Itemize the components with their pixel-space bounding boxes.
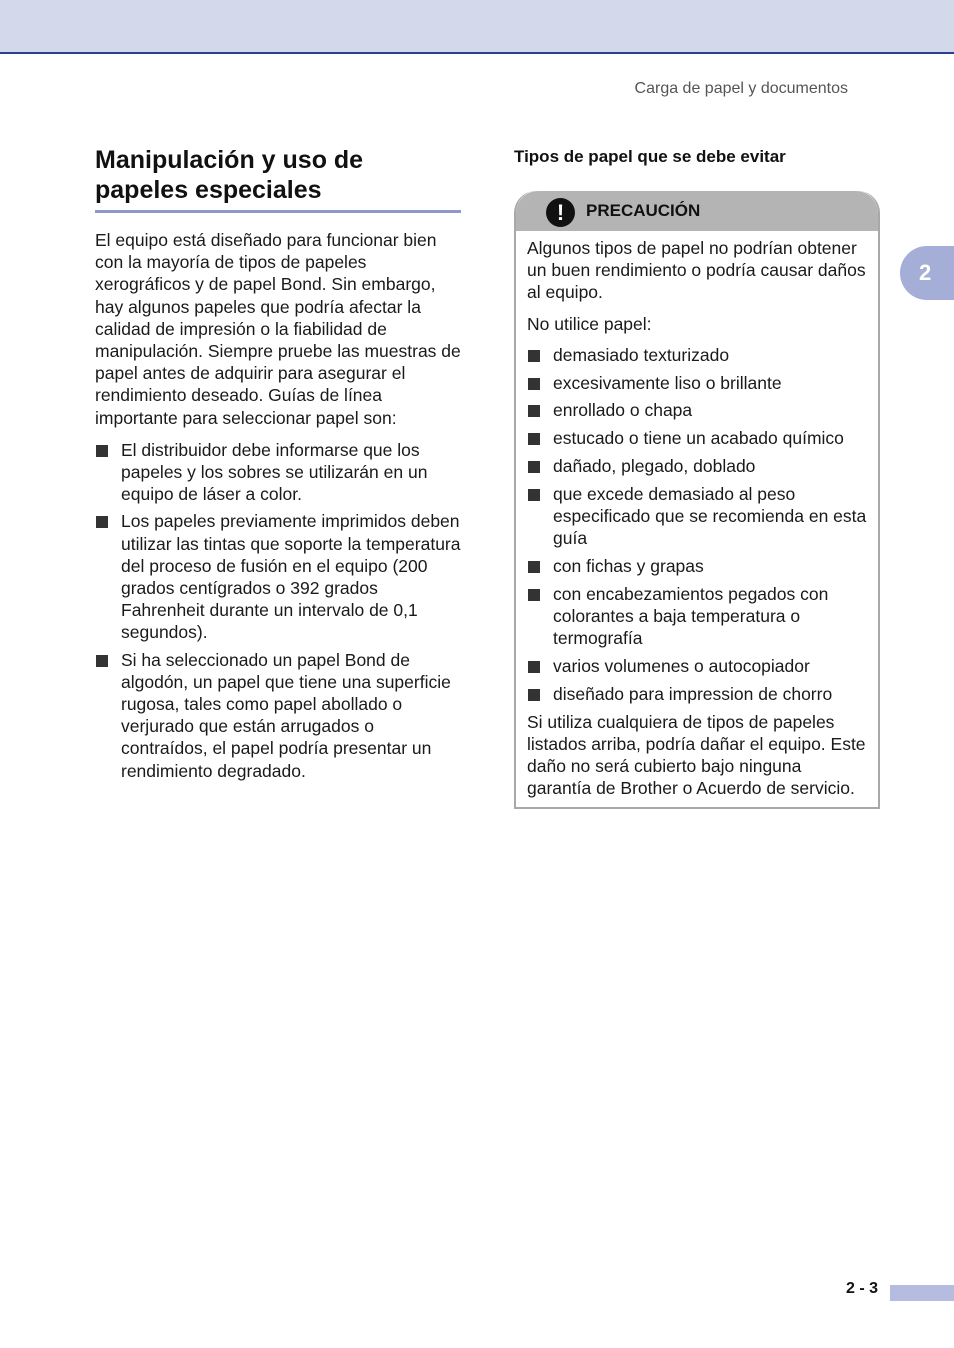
subheading: Tipos de papel que se debe evitar bbox=[514, 147, 786, 166]
bullet-square-icon bbox=[528, 405, 540, 417]
caution-lead: No utilice papel: bbox=[527, 313, 652, 334]
bullet-square-icon bbox=[528, 661, 540, 673]
bullet-square-icon bbox=[96, 445, 108, 457]
bullet-square-icon bbox=[528, 433, 540, 445]
list-item bbox=[527, 483, 868, 550]
section-title-line-2: papeles especiales bbox=[95, 176, 322, 204]
intro-paragraph: El equipo está diseñado para funcionar bien con la mayoría de tipos de papeles xerográficos y de papel Bond. Sin embargo, hay algunos papeles que podría afectar la calidad de impresión o la fiabilidad de manipulación. Siempre pruebe las muestras de papel antes de adquirir para asegurar el rendimiento deseado. Guías de línea importante para seleccionar papel son: bbox=[95, 230, 461, 428]
header-band bbox=[0, 0, 954, 54]
list-item-text: El distribuidor debe informarse que los papeles y los sobres se utilizarán en un equipo de láser a color. bbox=[121, 439, 428, 505]
list-item-text: enrollado o chapa bbox=[553, 400, 693, 421]
list-item bbox=[527, 683, 868, 705]
list-item-text: diseñado para impression de chorro bbox=[553, 683, 833, 704]
guideline-list bbox=[95, 439, 461, 782]
chapter-tab[interactable]: 2 bbox=[900, 246, 954, 300]
bullet-square-icon bbox=[528, 378, 540, 390]
list-item bbox=[527, 372, 868, 394]
list-item bbox=[527, 583, 868, 650]
caution-title: PRECAUCIÓN bbox=[586, 201, 701, 220]
main-section bbox=[95, 145, 461, 787]
page-number: 2 - 3 bbox=[846, 1280, 879, 1297]
list-item bbox=[95, 439, 461, 506]
avoid-list bbox=[527, 344, 868, 705]
bullet-square-icon bbox=[528, 461, 540, 473]
running-header: Carga de papel y documentos bbox=[634, 80, 848, 97]
list-item-text: varios volumenes o autocopiador bbox=[553, 656, 810, 676]
list-item bbox=[527, 399, 868, 421]
list-item-text: Los papeles previamente imprimidos deben utilizar las tintas que soporte la temperatura del proceso de fusión en el equipo (200 grados centígrados o 392 grados Fahrenheit durante un intervalo de 0,1 segundos). bbox=[121, 511, 461, 643]
caution-closing: Si utiliza cualquiera de tipos de papeles listados arriba, podría dañar el equipo. Este daño no será cubierto bajo ninguna garantía de Brother o Acuerdo de servicio. bbox=[527, 711, 866, 799]
list-item-text: estucado o tiene un acabado químico bbox=[553, 428, 844, 449]
page-number-bar bbox=[890, 1285, 954, 1301]
list-item bbox=[95, 649, 461, 782]
bullet-square-icon bbox=[528, 589, 540, 601]
exclamation-icon: ! bbox=[546, 198, 575, 227]
list-item bbox=[527, 455, 868, 477]
caution-header bbox=[516, 191, 878, 231]
list-item-text: dañado, plegado, doblado bbox=[553, 456, 756, 476]
list-item bbox=[527, 427, 868, 449]
avoid-section bbox=[514, 147, 880, 809]
section-title bbox=[95, 145, 461, 213]
bullet-square-icon bbox=[96, 516, 108, 528]
bullet-square-icon bbox=[528, 689, 540, 701]
list-item bbox=[95, 510, 461, 643]
caution-body bbox=[516, 231, 878, 807]
list-item bbox=[527, 344, 868, 366]
list-item-text: con fichas y grapas bbox=[553, 556, 704, 576]
list-item-text: demasiado texturizado bbox=[553, 344, 730, 365]
list-item bbox=[527, 655, 868, 677]
bullet-square-icon bbox=[528, 489, 540, 501]
caution-box bbox=[514, 191, 880, 809]
list-item-text: excesivamente liso o brillante bbox=[553, 372, 782, 393]
bullet-square-icon bbox=[96, 655, 108, 667]
bullet-square-icon bbox=[528, 350, 540, 362]
list-item bbox=[527, 555, 868, 577]
list-item-text: que excede demasiado al peso especificado que se recomienda en esta guía bbox=[553, 483, 867, 549]
caution-intro: Algunos tipos de papel no podrían obtener un buen rendimiento o podría causar daños al equipo. bbox=[527, 238, 866, 303]
list-item-text: Si ha seleccionado un papel Bond de algodón, un papel que tiene una superficie rugosa, tales como papel abollado o verjurado que están arrugados o contraídos, el papel podría presentar un rendimiento degradado. bbox=[121, 649, 451, 781]
bullet-square-icon bbox=[528, 561, 540, 573]
list-item-text: con encabezamientos pegados con colorantes a baja temperatura o termografía bbox=[553, 583, 829, 649]
section-title-line-1: Manipulación y uso de bbox=[95, 146, 364, 174]
